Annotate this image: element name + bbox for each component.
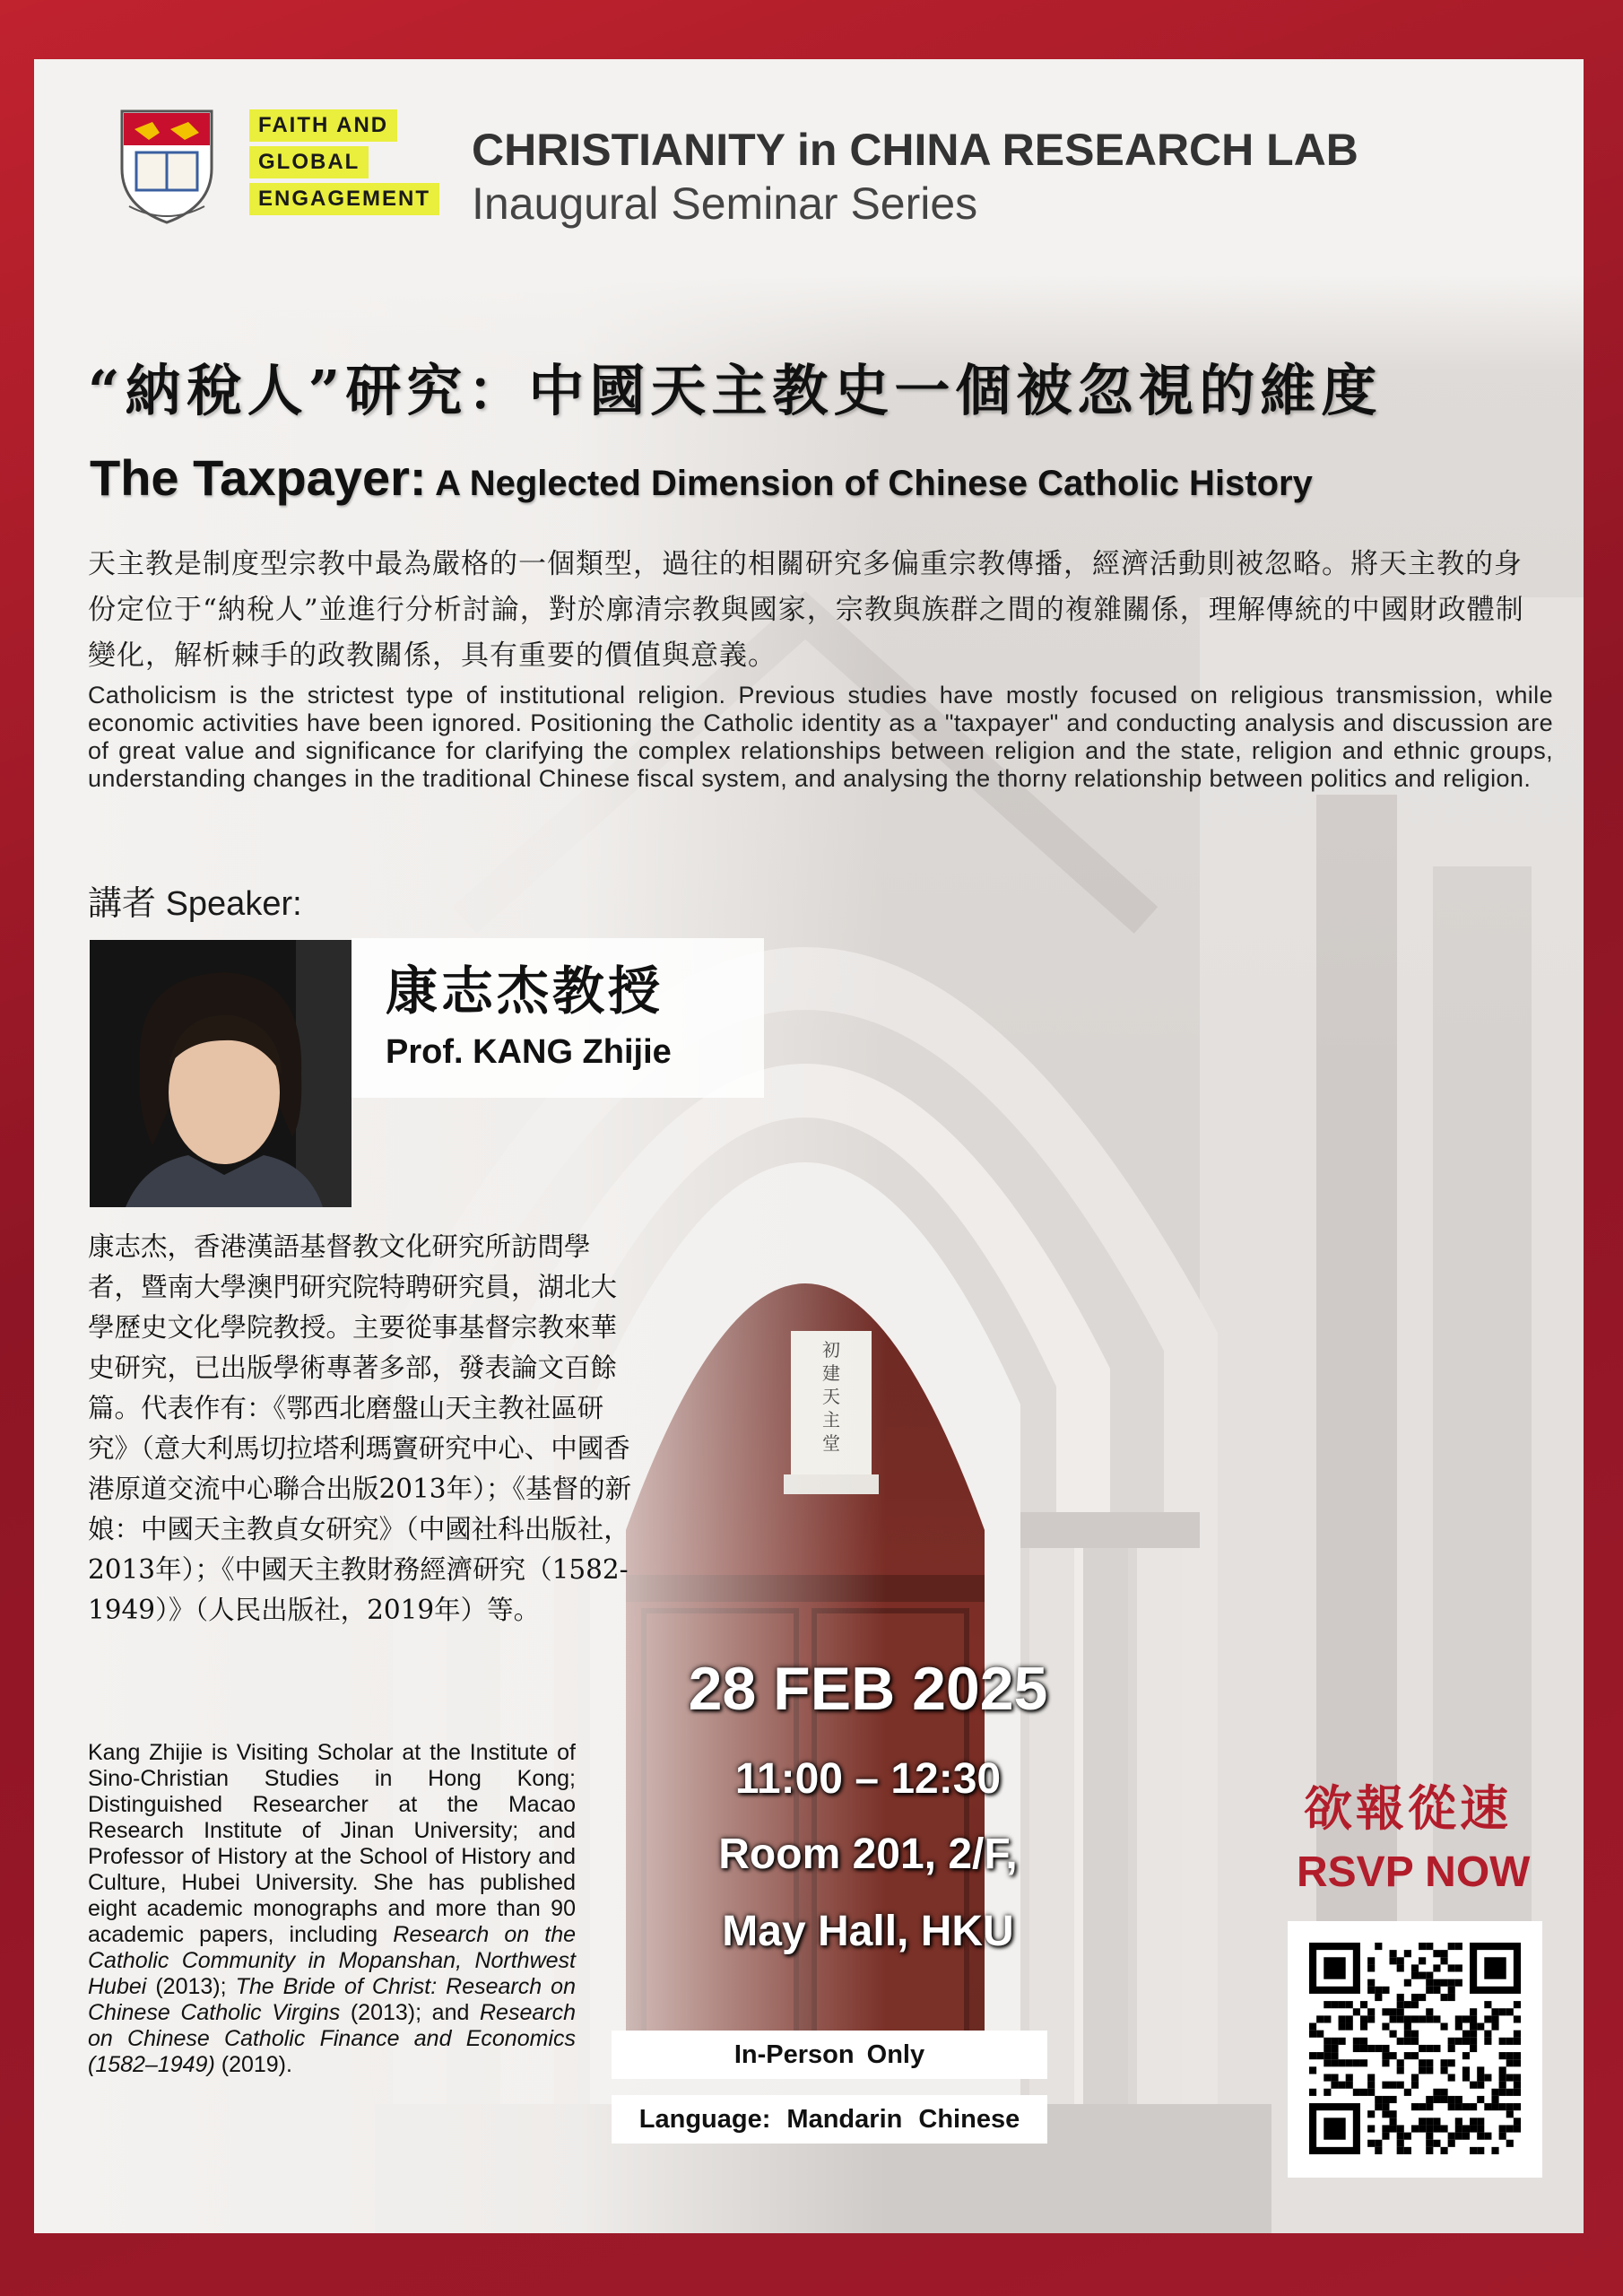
faith-line-3: ENGAGEMENT	[249, 183, 439, 215]
bio-en-book: Research on Chinese Catholic Finance and Economics (1582–1949)	[88, 2000, 576, 2077]
speaker-name-en: Prof. KANG Zhijie	[386, 1033, 672, 1071]
seminar-title-en	[90, 448, 1313, 507]
event-room: Room 201, 2/F,	[718, 1831, 1018, 1878]
door-plaque-char: 建	[822, 1362, 840, 1384]
event-venue: May Hall, HKU	[722, 1908, 1014, 1955]
bio-en-book: Research on the Catholic Community in Mopanshan, Northwest Hubei	[88, 1922, 577, 1999]
speaker-label-en: Speaker:	[156, 885, 302, 923]
event-time: 11:00 – 12:30	[734, 1755, 1002, 1803]
faith-line-2: GLOBAL	[249, 146, 369, 178]
bio-en-part: (2019).	[214, 2052, 292, 2077]
lab-title: CHRISTIANITY in CHINA RESEARCH LAB	[472, 125, 1358, 175]
bio-en-book: The Bride of Christ: Research on Chinese Catholic Virgins	[88, 1974, 576, 2025]
qr-code-icon	[1309, 1943, 1521, 2154]
speaker-photo	[90, 940, 352, 1207]
title-en-rest: A Neglected Dimension of Chinese Catholic History	[426, 464, 1313, 503]
event-date: 28 FEB 2025	[688, 1655, 1048, 1723]
door-plaque-char: 主	[822, 1409, 840, 1431]
abstract-en: Catholicism is the strictest type of institutional religion. Previous studies have mostly focused on religious transmission, while economic activities have been ignored. Positioning the Catholic identity as a "taxpayer" and conducting analysis and discussion are of great value and significance for clarifying the complex relationships between religion and the state, religion and ethnic groups, understanding changes in the traditional Chinese fiscal system, and analysing the thorny relationship between politics and religion.	[88, 682, 1553, 792]
title-en-lead: The Taxpayer:	[90, 449, 427, 506]
bio-en-part: (2013);	[146, 1974, 236, 1999]
speaker-bio-en	[88, 1740, 576, 2078]
speaker-name-zh: 康志杰教授	[386, 961, 664, 1022]
bio-en-part: Kang Zhijie is Visiting Scholar at the Institute of Sino-Christian Studies in Hong Kong; Distinguished Researcher at the Macao Research Institute of Jinan University; and Professor of History at the School of History and Culture, Hubei University. She has published eight academic monographs and more than 90 academic papers, including	[88, 1740, 576, 1947]
rsvp-qr-code[interactable]	[1288, 1921, 1542, 2178]
lab-subtitle: Inaugural Seminar Series	[472, 178, 978, 229]
language-info: Language: Mandarin Chinese	[612, 2095, 1047, 2144]
hku-crest-logo	[117, 106, 217, 228]
abstract-zh: 天主教是制度型宗教中最為嚴格的一個類型，過往的相關研究多偏重宗教傳播，經濟活動則被忽略。將天主教的身份定位于“納稅人”並進行分析討論，對於廓清宗教與國家，宗教與族群之間的複雜關係，理解傳統的中國財政體制變化，解析棘手的政教關係，具有重要的價值與意義。	[88, 548, 1524, 672]
door-plaque-char: 初	[822, 1339, 840, 1361]
faith-line-1: FAITH AND	[249, 109, 397, 142]
attendance-mode: In-Person Only	[612, 2031, 1047, 2079]
rsvp-heading-en[interactable]: RSVP NOW	[1297, 1848, 1531, 1896]
rsvp-heading-zh: 欲報從速	[1304, 1779, 1512, 1837]
bio-en-part: (2013); and	[340, 2000, 480, 2025]
seminar-title-zh: “納稅人”研究：中國天主教史一個被忽視的維度	[88, 358, 1383, 423]
faith-global-engagement-logo	[249, 109, 439, 220]
speaker-label	[88, 875, 302, 925]
speaker-bio-zh: 康志杰，香港漢語基督教文化研究所訪問學者，暨南大學澳門研究院特聘研究員，湖北大學歷史文化學院教授。主要從事基督宗教來華史研究，已出版學術專著多部，發表論文百餘篇。代表作有：《鄂西北磨盤山天主教社區研究》（意大利馬切拉塔利瑪竇研究中心、中國香港原道交流中心聯合出版2013年）；《基督的新娘：中國天主教貞女研究》（中國社科出版社，2013年）；《中國天主教財務經濟研究（1582-1949）》（人民出版社，2019年）等。	[88, 1231, 632, 1625]
door-plaque-char: 堂	[822, 1432, 840, 1454]
poster	[34, 59, 1584, 2233]
door-plaque-char: 天	[822, 1386, 840, 1407]
speaker-label-zh: 講者	[88, 883, 157, 923]
